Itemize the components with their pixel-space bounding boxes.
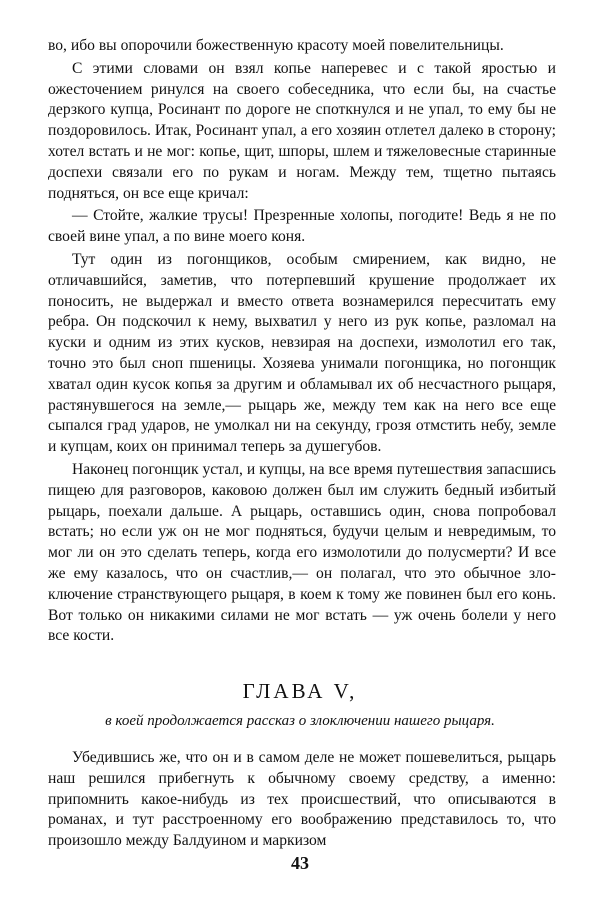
paragraph: Убедившись же, что он и в самом деле не может пошевелиться, рыцарь наш решился прибегнуть к обычному своему средству, а именно: припомнить какое-нибудь из тех происшествий, что описываются в романах, и тут расстроенному его воображению представилось то, что произошло между Балдуином и маркизом (48, 749, 556, 850)
chapter-subtitle: в коей продолжается рассказ о злоключении нашего рыцаря. (105, 713, 495, 729)
paragraph-dialogue: — Стойте, жалкие трусы! Презренные холопы, погодите! Ведь я не по своей вине упал, а по вине моего коня. (48, 207, 556, 246)
body-text-bottom (48, 748, 556, 852)
body-text-top (48, 36, 556, 647)
paragraph: Наконец погонщик устал, и купцы, на все время путешествия запасшись пищею для разговоров, каковою должен был им служить бедный избитый рыцарь, поехали дальше. А рыцарь, оставшись один, снова попробовал встать; но если уж он не мог подняться, будучи целым и невредимым, то мог ли он это сделать теперь, когда его измолотили до полусмерти? И все же ему казалось, что он счастлив,— он полагал, что это обычное злоключение странствующего рыцаря, в коем к тому же повинен был его конь. Вот только он никакими силами не мог встать — уж очень болели у него все кости. (48, 460, 556, 645)
page-number: 43 (291, 853, 309, 873)
paragraph-continuation: во, ибо вы опорочили божественную красоту моей повелительницы. (48, 37, 504, 54)
paragraph: С этими словами он взял копье наперевес и с такой яростью и ожесточением ринулся на своего собеседника, что если бы, на счастье дерзкого купца, Росинант по дороге не споткнулся и не упал, то ему бы не поздоровилось. Итак, Росинант упал, а его хозяин отлетел далеко в сторону; хотел встать и не мог: копье, щит, шпоры, шлем и тяжеловесные старинные доспехи связали его по рукам и ногам. Между тем, тщетно пытаясь подняться, он все еще кричал: (48, 59, 556, 202)
paragraph: Тут один из погонщиков, особым смирением, как видно, не отличавшийся, заметив, что потерпевший крушение продолжает их поносить, не выдержал и вместо ответа вознамерился пересчитать ему ребра. Он подскочил к нему, выхватил у него из рук копье, разломал на куски и одним из этих кусков, невзирая на доспехи, измолотил его так, точно это был сноп пшеницы. Хозяева унимали погонщика, но погонщик хватал один кусок копья за другим и обламывал их об несчастного рыцаря, растянувшегося на земле,— рыцарь же, между тем как на него все еще сыпался град ударов, не умолкал ни на секунду, грозя отмстить небу, земле и купцам, коих он принимал теперь за душегубов. (48, 250, 556, 456)
chapter-title: ГЛАВА V, (242, 679, 358, 703)
